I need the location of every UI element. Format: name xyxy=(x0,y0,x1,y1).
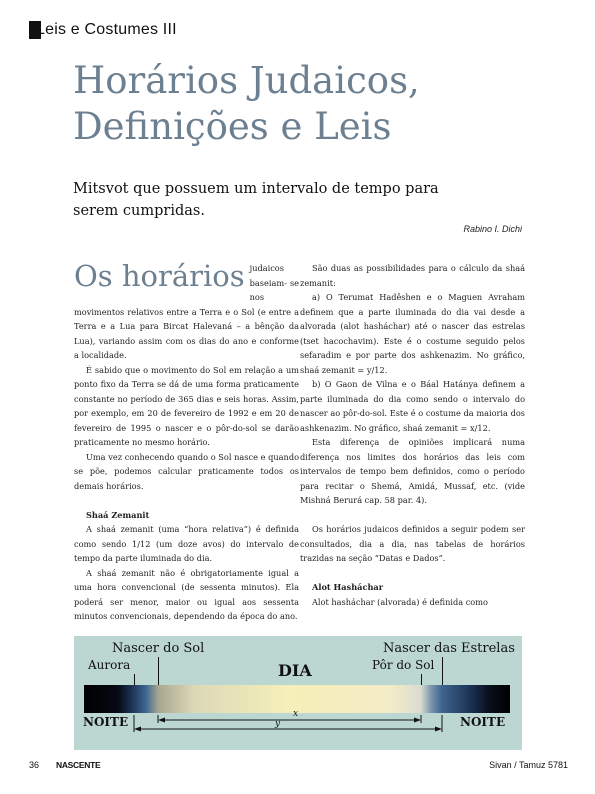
paragraph: A shaá zemanit (uma “hora relativa”) é definida como sendo 1/12 (um doze avos) do intervalo de tempo da parte iluminada do dia. xyxy=(74,524,299,563)
paragraph: Esta diferença de opiniões implicará numa diferença nos limites dos horários das leis com intervalos de tempo bem definidos, como o período para recitar o Shemá, Amidá, Mussaf, etc. (vide Mishná Berurá cap. 58 par. 4). xyxy=(300,437,525,505)
section-header: Leis e Costumes III xyxy=(36,21,177,38)
label-y: y xyxy=(275,719,281,729)
paragraph: É sabido que o movimento do Sol em relação a um ponto fixo da Terra se dá de uma forma praticamente constante no período de 365 dias e seis horas. Assim, por exemplo, em 20 de fevereiro de 1992 e em 20 de fevereiro de 1995 o nascer e o pôr-do-sol se darão praticamente no mesmo horário. xyxy=(74,364,299,447)
label-dia: DIA xyxy=(278,661,312,680)
article-title xyxy=(73,58,420,150)
label-noite-left: NOITE xyxy=(83,715,129,729)
intro-rest: se nos movimentos relativos entre a Terra e o Sol (e entre a Terra e a Lua para Bircat Halevaná – a bênção da Lua), variando assim com os dias do ano e conforme a localidade. xyxy=(74,277,299,360)
label-por-do-sol: Pôr do Sol xyxy=(372,658,435,672)
paragraph: b) O Gaon de Vilna e o Báal Hatánya definem a parte iluminada do dia como sendo o intervalo do nascer ao pôr-do-sol. Este é o costume da maioria dos ashkenazim. No gráfico, shaá zemanit = x/12. xyxy=(300,379,525,433)
subheading-alot-hashachar: Alot Hasháchar xyxy=(312,582,384,592)
paragraph: Uma vez conhecendo quando o Sol nasce e quando se põe, podemos calcular praticamente todos os demais horários. xyxy=(74,451,299,491)
magazine-logo: NASCENTE xyxy=(56,760,101,770)
drop-word: Os horários xyxy=(74,259,245,293)
paragraph: A shaá zemanit não é obrigatoriamente igual a uma hora convencional (de sessenta minutos). Ela poderá ser menor, maior ou igual aos sessenta minutos convencionais, dependendo da época do ano. xyxy=(74,567,299,621)
title-line-2: Definições e Leis xyxy=(73,105,392,148)
subheading-shaa-zemanit: Shaá Zemanit xyxy=(86,509,150,520)
label-x: x xyxy=(293,709,299,719)
column-left xyxy=(74,261,299,624)
paragraph: a) O Terumat Hadêshen e o Maguen Avraham definem que a parte iluminada do dia vai desde a alvorada (alot hasháchar) até o nascer das estrelas (tset hacochavim). Este é o costume seguido pelos sefaradim e por parte dos ashkenazim. No gráfico, shaá zemanit = y/12. xyxy=(300,292,525,375)
paragraph: Os horários judaicos definidos a seguir podem ser consultados, dia a dia, nas tabelas de horários trazidas na seção “Datas e Dados”. xyxy=(300,524,525,563)
label-noite-right: NOITE xyxy=(460,715,506,729)
nascer-do-sol-pointer xyxy=(158,657,159,688)
paragraph-intro xyxy=(74,261,299,363)
column-right xyxy=(300,261,525,609)
nascer-das-estrelas-pointer xyxy=(442,657,443,688)
intro-first-words: judaicos baseiam- xyxy=(249,263,287,288)
title-line-1: Horários Judaicos, xyxy=(73,59,420,102)
paragraph: São duas as possibilidades para o cálculo da shaá zemanit: xyxy=(300,263,525,288)
label-nascer-das-estrelas: Nascer das Estrelas xyxy=(383,641,515,656)
page-number: 36 xyxy=(29,760,40,770)
label-aurora: Aurora xyxy=(88,658,131,672)
label-nascer-do-sol: Nascer do Sol xyxy=(112,641,205,656)
article-author: Rabino I. Dichi xyxy=(463,224,522,234)
issue-date: Sivan / Tamuz 5781 xyxy=(489,760,568,770)
paragraph: Alot hasháchar (alvorada) é definida como xyxy=(312,596,488,607)
article-subtitle: Mitsvot que possuem um intervalo de tempo para serem cumpridas. xyxy=(73,181,439,219)
day-night-diagram xyxy=(74,636,522,750)
